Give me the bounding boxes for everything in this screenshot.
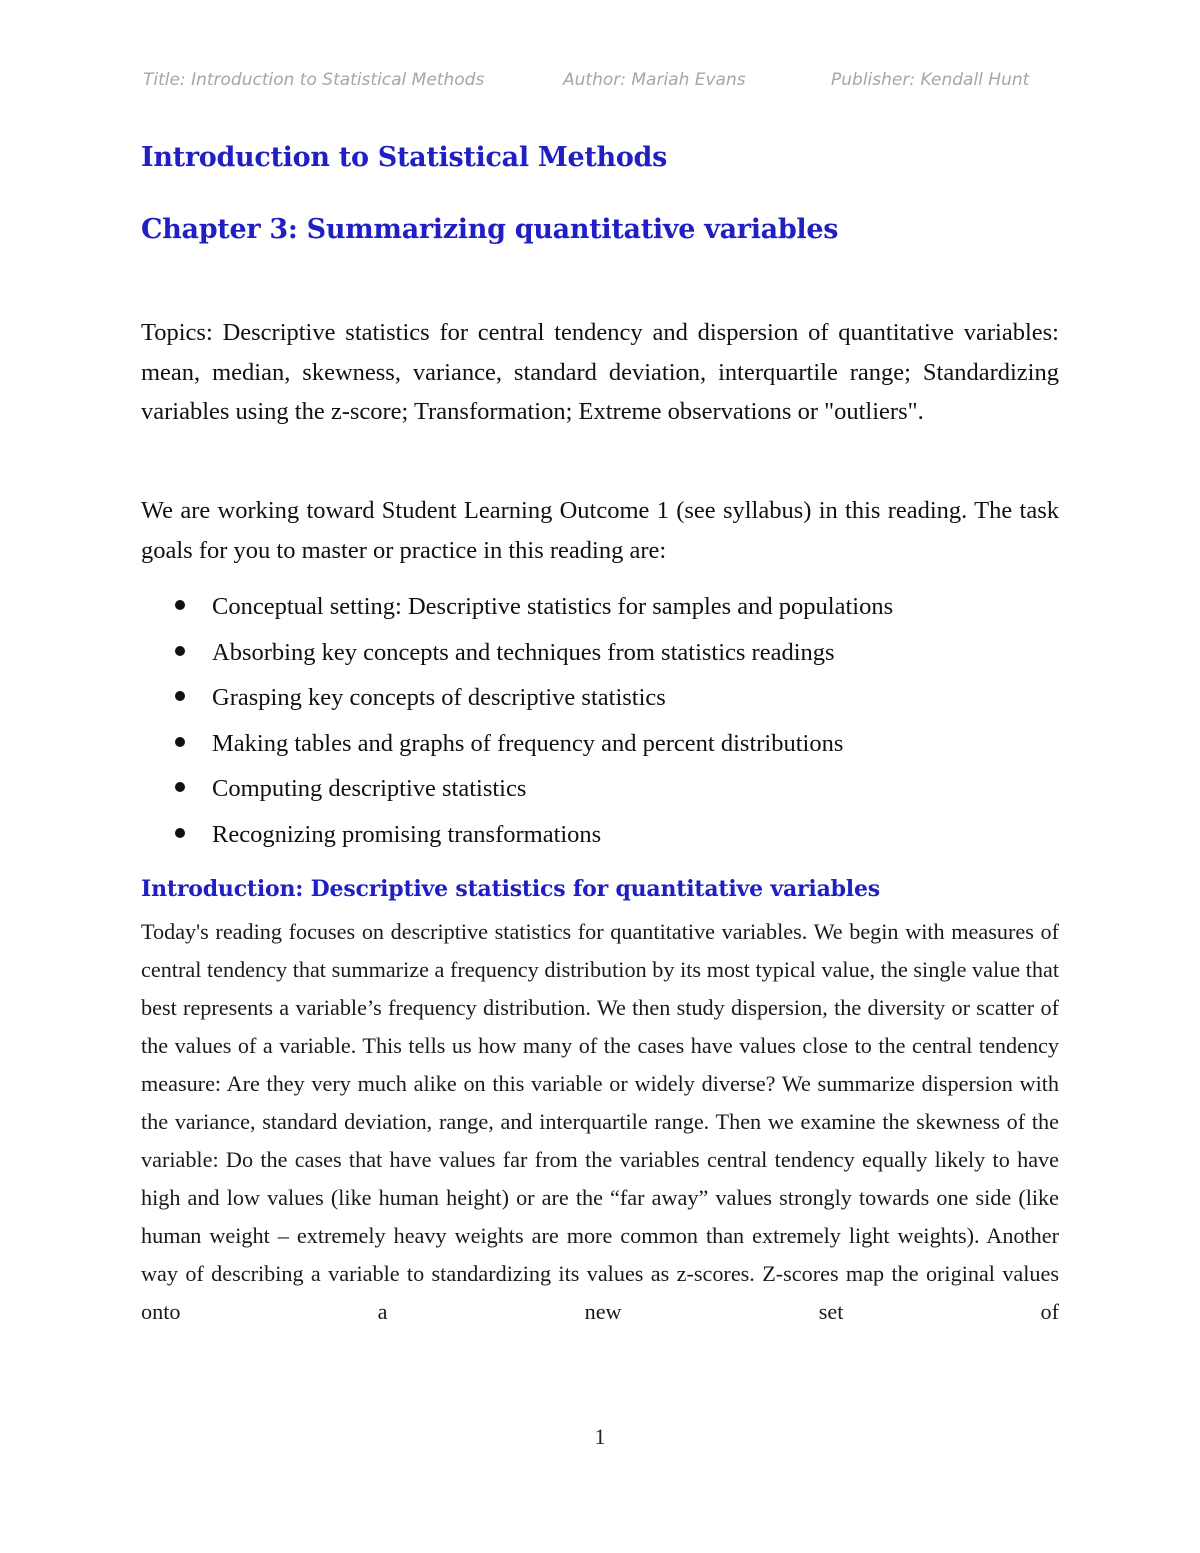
topics-paragraph: Topics: Descriptive statistics for central tendency and dispersion of quantitative variables: mean, median, skewness, variance, standard deviation, interquartile range; Standardizing variables using the z-score; Transformation; Extreme observations or "outliers". [141, 319, 1059, 425]
bullet-icon [175, 828, 185, 838]
bullet-icon [175, 646, 185, 656]
running-header [143, 70, 1030, 96]
goal-text: Computing descriptive statistics [212, 775, 527, 802]
header-title: Title: Introduction to Statistical Methods [143, 70, 485, 90]
goal-text: Absorbing key concepts and techniques from statistics readings [212, 638, 835, 666]
bullet-icon [175, 782, 185, 792]
header-author: Author: Mariah Evans [563, 70, 746, 90]
goal-text: Grasping key concepts of descriptive statistics [212, 684, 666, 711]
goal-text: Making tables and graphs of frequency and percent distributions [212, 729, 844, 757]
bullet-icon [175, 737, 185, 747]
goal-text: Recognizing promising transformations [212, 820, 602, 848]
header-publisher: Publisher: Kendall Hunt [831, 70, 1030, 90]
goal-text: Conceptual setting: Descriptive statistics for samples and populations [212, 593, 894, 620]
bullet-icon [175, 691, 185, 701]
section-body: Today's reading focuses on descriptive statistics for quantitative variables. We begin with measures of central tendency that summarize a frequency distribution by its most typical value, the single value that best represents a variable’s frequency distribution. We then study dispersion, the diversity or scatter of the values of a variable. This tells us how many of the cases have values close to the central tendency measure: Are they very much alike on this variable or widely diverse? We summarize dispersion with the variance, standard deviation, range, and interquartile range. Then we examine the skewness of the variable: Do the cases that have values far from the variables central tendency equally likely to have high and low values (like human height) or are the “far away” values strongly towards one side (like human weight – extremely heavy weights are more common than extremely light weights). Another way of describing a variable to standardizing its values as z-scores. Z-scores map the original values onto a new set of [141, 919, 1059, 1325]
chapter-title: Chapter 3: Summarizing quantitative variables [141, 214, 839, 245]
bullet-icon [175, 600, 185, 610]
page-number: 1 [594, 1424, 606, 1449]
learning-outcome-paragraph: We are working toward Student Learning Outcome 1 (see syllabus) in this reading. The task goals for you to master or practice in this reading are: [141, 497, 1059, 564]
section-heading: Introduction: Descriptive statistics for quantitative variables [141, 876, 880, 902]
document-title: Introduction to Statistical Methods [141, 142, 668, 173]
